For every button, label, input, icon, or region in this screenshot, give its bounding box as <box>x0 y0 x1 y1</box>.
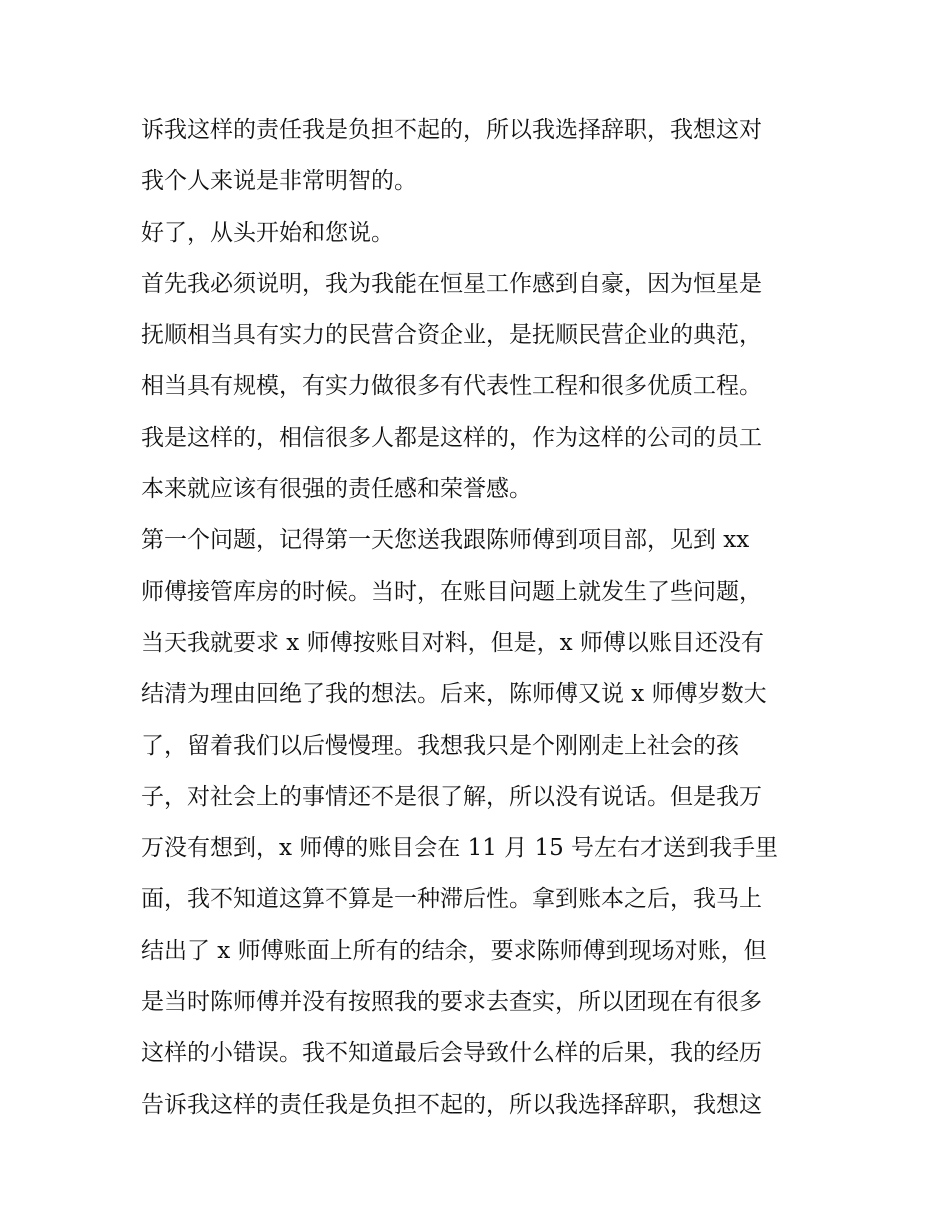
text-line: 好了，从头开始和您说。 <box>141 219 394 246</box>
text-line: 结出了 x 师傅账面上所有的结余，要求陈师傅到现场对账，但 <box>141 937 767 964</box>
text-line: 我是这样的，相信很多人都是这样的，作为这样的公司的员工 <box>141 424 762 451</box>
text-line: 抚顺相当具有实力的民营合资企业，是抚顺民营企业的典范， <box>141 322 762 349</box>
text-line: 结清为理由回绝了我的想法。后来，陈师傅又说 x 师傅岁数大 <box>141 681 767 708</box>
text-line: 第一个问题，记得第一天您送我跟陈师傅到项目部，见到 xx <box>141 527 750 554</box>
text-line: 告诉我这样的责任我是负担不起的，所以我选择辞职，我想这 <box>141 1091 762 1118</box>
text-line: 了，留着我们以后慢慢理。我想我只是个刚刚走上社会的孩 <box>141 732 739 759</box>
text-line: 当天我就要求 x 师傅按账目对料，但是，x 师傅以账目还没有 <box>141 629 764 656</box>
text-line: 这样的小错误。我不知道最后会导致什么样的后果，我的经历 <box>141 1040 762 1067</box>
text-line: 首先我必须说明，我为我能在恒星工作感到自豪，因为恒星是 <box>141 270 762 297</box>
text-line: 我个人来说是非常明智的。 <box>141 168 417 195</box>
text-line: 子，对社会上的事情还不是很了解，所以没有说话。但是我万 <box>141 783 762 810</box>
text-line: 万没有想到，x 师傅的账目会在 11 月 15 号左右才送到我手里 <box>141 835 779 862</box>
body-text <box>141 105 821 1131</box>
text-line: 是当时陈师傅并没有按照我的要求去查实，所以团现在有很多 <box>141 989 762 1016</box>
text-line: 诉我这样的责任我是负担不起的，所以我选择辞职，我想这对 <box>141 117 762 143</box>
text-line: 师傅接管库房的时候。当时，在账目问题上就发生了些问题， <box>141 578 762 605</box>
text-line: 本来就应该有很强的责任感和荣誉感。 <box>141 476 532 503</box>
text-line: 面，我不知道这算不算是一种滞后性。拿到账本之后，我马上 <box>141 886 762 913</box>
text-line: 相当具有规模，有实力做很多有代表性工程和很多优质工程。 <box>141 373 762 400</box>
